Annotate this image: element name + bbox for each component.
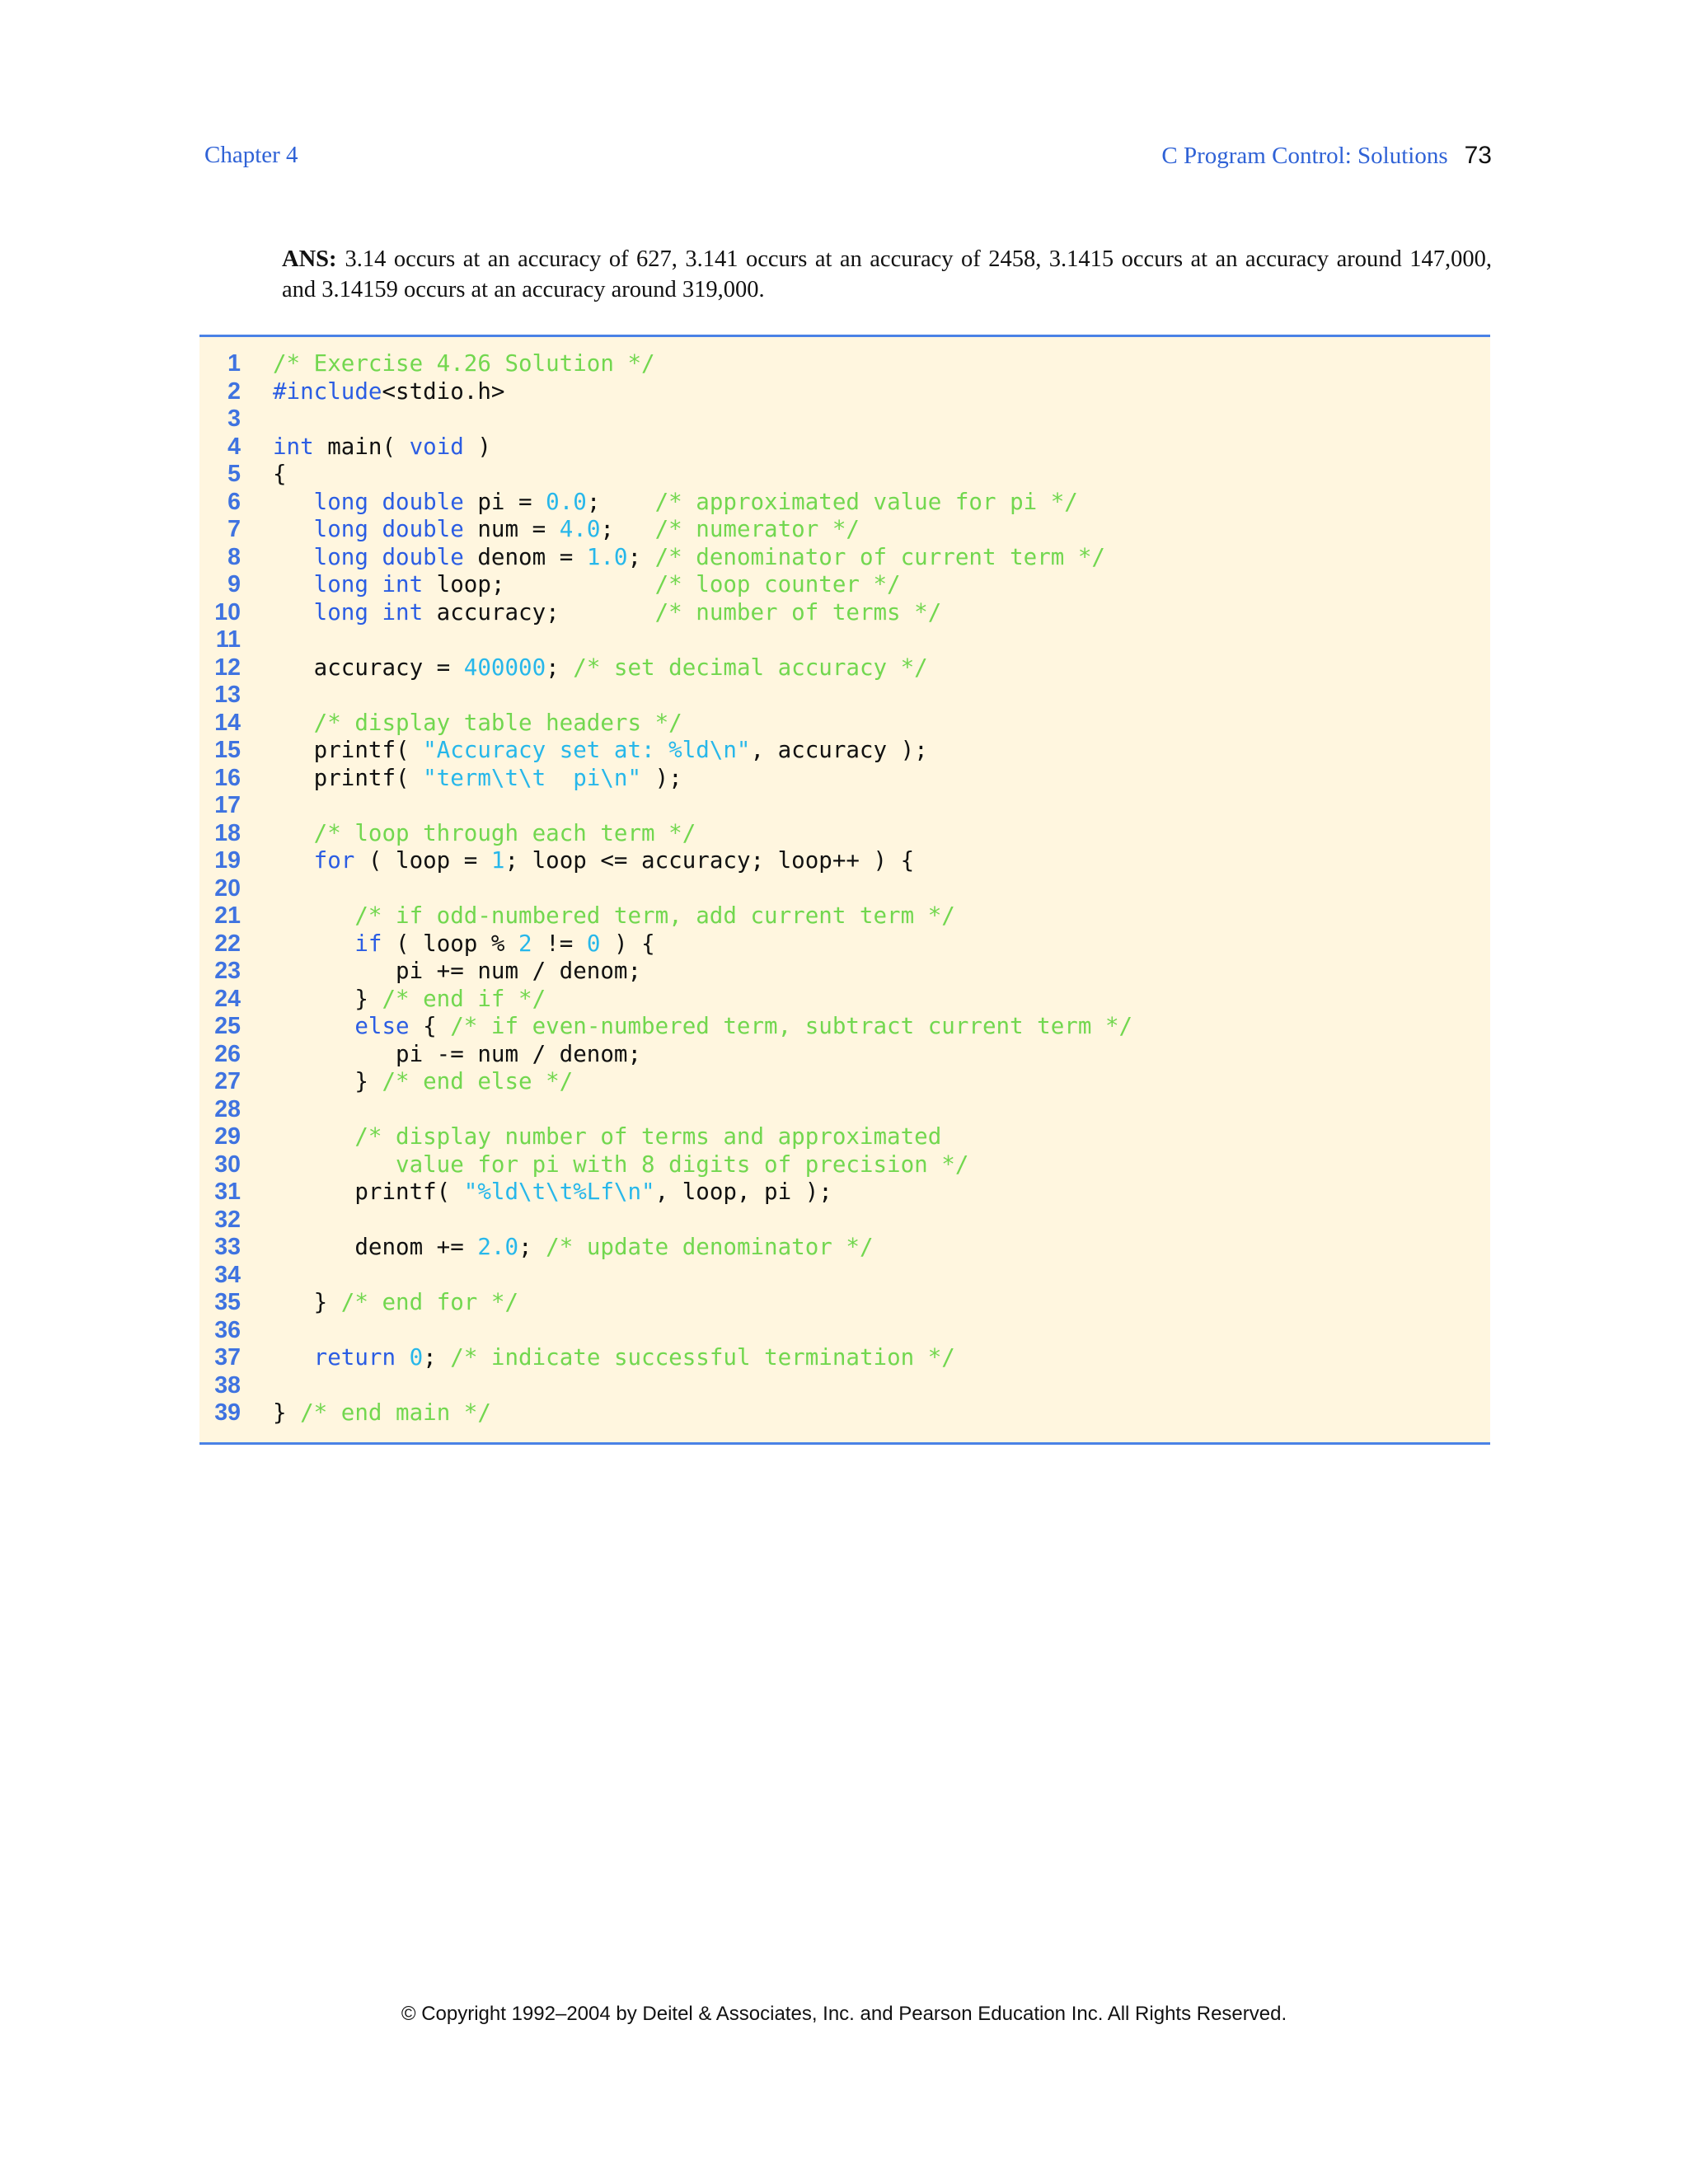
code-line xyxy=(199,1344,1490,1372)
code-comment: /* end main */ xyxy=(300,1399,491,1426)
line-number: 6 xyxy=(227,488,241,515)
code-text: } xyxy=(273,1068,382,1094)
line-code xyxy=(273,489,1078,517)
line-number: 2 xyxy=(227,377,241,405)
line-code xyxy=(273,986,546,1014)
line-number: 11 xyxy=(215,626,241,653)
code-text: ; xyxy=(546,654,574,681)
code-text xyxy=(273,1013,354,1039)
code-keyword: int xyxy=(273,433,314,460)
code-keyword: for xyxy=(313,847,355,874)
line-number: 24 xyxy=(214,985,241,1012)
copyright-notice: © Copyright 1992–2004 by Deitel & Associates, Inc. and Pearson Education Inc. All Rights Reserved. xyxy=(401,2003,1287,2025)
answer-paragraph xyxy=(282,244,1492,305)
code-comment: /* end else */ xyxy=(382,1068,574,1094)
line-code xyxy=(273,599,941,627)
code-text: ) { xyxy=(600,930,655,957)
code-line xyxy=(199,1151,1490,1179)
code-line xyxy=(199,599,1490,627)
code-keyword: else xyxy=(354,1013,410,1039)
code-text: , accuracy ); xyxy=(750,737,928,763)
code-text: ; xyxy=(586,488,655,515)
line-code xyxy=(273,1179,832,1207)
line-number: 37 xyxy=(214,1344,241,1371)
line-number: 15 xyxy=(214,737,241,763)
line-number: 4 xyxy=(227,433,241,460)
code-line xyxy=(199,378,1490,406)
code-text: ; xyxy=(423,1344,451,1371)
code-text: { xyxy=(409,1013,451,1039)
code-text: denom += xyxy=(273,1234,478,1260)
code-keyword: void xyxy=(409,433,464,460)
line-code xyxy=(273,930,655,958)
line-number: 22 xyxy=(214,930,241,957)
line-number: 23 xyxy=(214,958,241,984)
line-code xyxy=(273,1041,641,1069)
code-line xyxy=(199,737,1490,765)
code-text: } xyxy=(273,1289,341,1315)
code-comment: /* display table headers */ xyxy=(313,709,682,736)
code-text: printf( xyxy=(273,764,424,791)
code-line xyxy=(199,1123,1490,1151)
line-code xyxy=(273,710,682,738)
line-number: 5 xyxy=(227,461,241,487)
line-number: 31 xyxy=(214,1179,241,1205)
line-number: 1 xyxy=(227,350,241,377)
code-line xyxy=(199,682,1490,710)
code-text: } xyxy=(273,985,382,1012)
code-comment: /* numerator */ xyxy=(654,516,860,542)
line-number: 13 xyxy=(214,682,241,708)
line-code xyxy=(273,571,901,599)
code-keyword: return xyxy=(313,1344,396,1371)
line-number: 28 xyxy=(214,1095,241,1122)
code-keyword: long int xyxy=(313,571,424,598)
code-text: ); xyxy=(641,764,682,791)
code-line xyxy=(199,710,1490,738)
code-literal: "term\t\t pi\n" xyxy=(423,764,642,791)
code-line xyxy=(199,571,1490,599)
code-literal: 1 xyxy=(490,847,505,874)
running-header xyxy=(1161,142,1492,170)
code-text: ) xyxy=(463,433,491,460)
code-line xyxy=(199,405,1490,434)
code-text: main( xyxy=(313,433,410,460)
code-line xyxy=(199,930,1490,958)
code-comment: /* number of terms */ xyxy=(654,598,942,626)
code-text: ( loop % xyxy=(382,930,519,957)
code-literal: 4.0 xyxy=(559,516,601,542)
line-number: 17 xyxy=(214,792,241,818)
code-text xyxy=(273,847,314,874)
code-literal: 1.0 xyxy=(586,543,628,570)
line-code xyxy=(273,1123,941,1151)
code-text: pi = xyxy=(463,488,546,515)
code-text: printf( xyxy=(273,1179,464,1205)
code-literal: "%ld\t\t%Lf\n" xyxy=(463,1179,655,1205)
line-number: 10 xyxy=(214,598,241,626)
code-comment: value for pi with 8 digits of precision */ xyxy=(396,1151,969,1178)
line-code xyxy=(273,654,928,682)
line-number: 34 xyxy=(214,1261,241,1288)
code-text xyxy=(396,1344,410,1371)
code-text: <stdio.h> xyxy=(382,377,505,405)
code-comment: /* indicate successful termination */ xyxy=(450,1344,955,1371)
line-number: 12 xyxy=(214,654,241,681)
code-text xyxy=(273,544,314,570)
code-line xyxy=(199,1207,1490,1235)
line-code xyxy=(273,958,641,986)
code-text xyxy=(273,489,314,515)
line-number: 36 xyxy=(214,1316,241,1343)
code-line xyxy=(199,958,1490,986)
line-code xyxy=(273,737,928,765)
line-number: 38 xyxy=(214,1371,241,1399)
code-text: ; xyxy=(600,516,655,542)
code-text xyxy=(273,1123,354,1150)
code-text: ; xyxy=(627,543,655,570)
line-number: 8 xyxy=(227,543,241,570)
code-line xyxy=(199,1041,1490,1069)
line-number: 7 xyxy=(227,516,241,542)
code-keyword: #include xyxy=(273,377,382,405)
code-comment: /* update denominator */ xyxy=(546,1234,874,1260)
code-keyword: long int xyxy=(313,598,424,626)
answer-label: ANS: xyxy=(282,246,337,272)
code-comment: /* approximated value for pi */ xyxy=(654,488,1078,515)
code-lines xyxy=(199,350,1490,1427)
code-text: ; loop <= accuracy; loop++ ) { xyxy=(504,847,915,874)
code-line xyxy=(199,1068,1490,1096)
line-number: 16 xyxy=(214,764,241,791)
code-text: pi += num / denom; xyxy=(273,958,642,984)
line-code xyxy=(273,434,491,462)
code-text: , loop, pi ); xyxy=(654,1179,832,1205)
code-comment: /* Exercise 4.26 Solution */ xyxy=(273,350,655,377)
code-text: pi -= num / denom; xyxy=(273,1040,642,1067)
code-text: denom = xyxy=(463,543,587,570)
line-code xyxy=(273,516,860,544)
line-code xyxy=(273,902,955,930)
section-title: C Program Control: Solutions xyxy=(1161,143,1448,169)
code-text xyxy=(273,516,314,542)
line-number: 29 xyxy=(214,1123,241,1150)
line-number: 21 xyxy=(214,902,241,929)
code-text xyxy=(273,902,354,929)
code-line xyxy=(199,461,1490,489)
line-number: 19 xyxy=(214,847,241,874)
code-text xyxy=(273,571,314,598)
line-number: 35 xyxy=(214,1289,241,1315)
code-listing xyxy=(199,335,1490,1445)
code-keyword: if xyxy=(354,930,382,957)
code-text: } xyxy=(273,1399,301,1426)
code-comment: /* if odd-numbered term, add current term */ xyxy=(354,902,955,929)
code-text xyxy=(273,820,314,846)
line-code xyxy=(273,378,504,406)
line-number: 25 xyxy=(214,1013,241,1039)
code-line xyxy=(199,1013,1490,1041)
code-text xyxy=(273,1344,314,1371)
code-line xyxy=(199,516,1490,544)
line-code xyxy=(273,1289,518,1317)
line-code xyxy=(273,1344,955,1372)
code-text: accuracy = xyxy=(273,654,464,681)
code-line xyxy=(199,875,1490,903)
code-comment: /* set decimal accuracy */ xyxy=(573,654,928,681)
line-number: 3 xyxy=(227,405,241,432)
page-number: 73 xyxy=(1464,142,1492,169)
code-line xyxy=(199,1234,1490,1262)
code-line xyxy=(199,1262,1490,1290)
code-line xyxy=(199,1399,1490,1427)
line-code xyxy=(273,1151,968,1179)
code-text: ; xyxy=(518,1234,546,1260)
line-code xyxy=(273,350,655,378)
line-number: 30 xyxy=(214,1151,241,1178)
code-line xyxy=(199,489,1490,517)
code-keyword: long double xyxy=(313,488,464,515)
line-number: 18 xyxy=(214,819,241,846)
code-literal: 400000 xyxy=(463,654,546,681)
code-comment: /* end for */ xyxy=(340,1289,519,1315)
code-keyword: long double xyxy=(313,516,464,542)
code-literal: 2 xyxy=(518,930,532,957)
code-text: num = xyxy=(463,516,560,542)
code-comment: /* display number of terms and approximated xyxy=(354,1123,942,1150)
line-code xyxy=(273,1068,573,1096)
code-comment: /* if even-numbered term, subtract current term */ xyxy=(450,1013,1133,1039)
line-code xyxy=(273,1234,874,1262)
code-comment: /* denominator of current term */ xyxy=(654,543,1105,570)
line-number: 39 xyxy=(214,1399,241,1426)
code-line xyxy=(199,902,1490,930)
code-line xyxy=(199,626,1490,654)
code-line xyxy=(199,986,1490,1014)
line-number: 20 xyxy=(214,874,241,902)
code-line xyxy=(199,847,1490,875)
line-number: 27 xyxy=(214,1068,241,1094)
line-code xyxy=(273,765,682,793)
line-code xyxy=(273,847,914,875)
code-line xyxy=(199,434,1490,462)
code-literal: 0 xyxy=(586,930,601,957)
code-line xyxy=(199,654,1490,682)
code-line xyxy=(199,544,1490,572)
code-comment: /* loop through each term */ xyxy=(313,819,696,846)
code-line xyxy=(199,792,1490,820)
code-text xyxy=(273,710,314,736)
code-line xyxy=(199,1289,1490,1317)
code-text xyxy=(273,599,314,626)
code-text xyxy=(273,1151,396,1178)
line-code xyxy=(273,544,1105,572)
line-number: 9 xyxy=(227,571,241,598)
code-line xyxy=(199,820,1490,848)
line-code xyxy=(273,461,287,489)
line-code xyxy=(273,1013,1132,1041)
code-text: != xyxy=(532,930,587,957)
code-comment: /* end if */ xyxy=(382,985,546,1012)
answer-text: 3.14 occurs at an accuracy of 627, 3.141 occurs at an accuracy of 2458, 3.1415 occurs at an accuracy around 147,000, and 3.14159 occurs at an accuracy around 319,000. xyxy=(282,246,1492,302)
code-line xyxy=(199,1317,1490,1345)
line-code xyxy=(273,820,696,848)
code-line xyxy=(199,350,1490,378)
line-code xyxy=(273,1399,491,1427)
code-line xyxy=(199,1096,1490,1124)
code-text xyxy=(273,930,354,957)
line-number: 14 xyxy=(214,709,241,736)
line-number: 32 xyxy=(214,1206,241,1233)
code-line xyxy=(199,765,1490,793)
line-number: 26 xyxy=(214,1040,241,1067)
code-line xyxy=(199,1179,1490,1207)
code-text: printf( xyxy=(273,737,424,763)
code-line xyxy=(199,1372,1490,1400)
code-text: { xyxy=(273,461,287,487)
line-number: 33 xyxy=(214,1234,241,1260)
chapter-header: Chapter 4 xyxy=(204,142,298,168)
code-literal: "Accuracy set at: %ld\n" xyxy=(423,737,751,763)
code-literal: 2.0 xyxy=(477,1234,519,1260)
code-comment: /* loop counter */ xyxy=(654,571,901,598)
code-keyword: long double xyxy=(313,543,464,570)
code-literal: 0 xyxy=(409,1344,424,1371)
code-text: accuracy; xyxy=(423,598,655,626)
code-literal: 0.0 xyxy=(546,488,587,515)
code-text: loop; xyxy=(423,571,655,598)
code-text: ( loop = xyxy=(354,847,491,874)
